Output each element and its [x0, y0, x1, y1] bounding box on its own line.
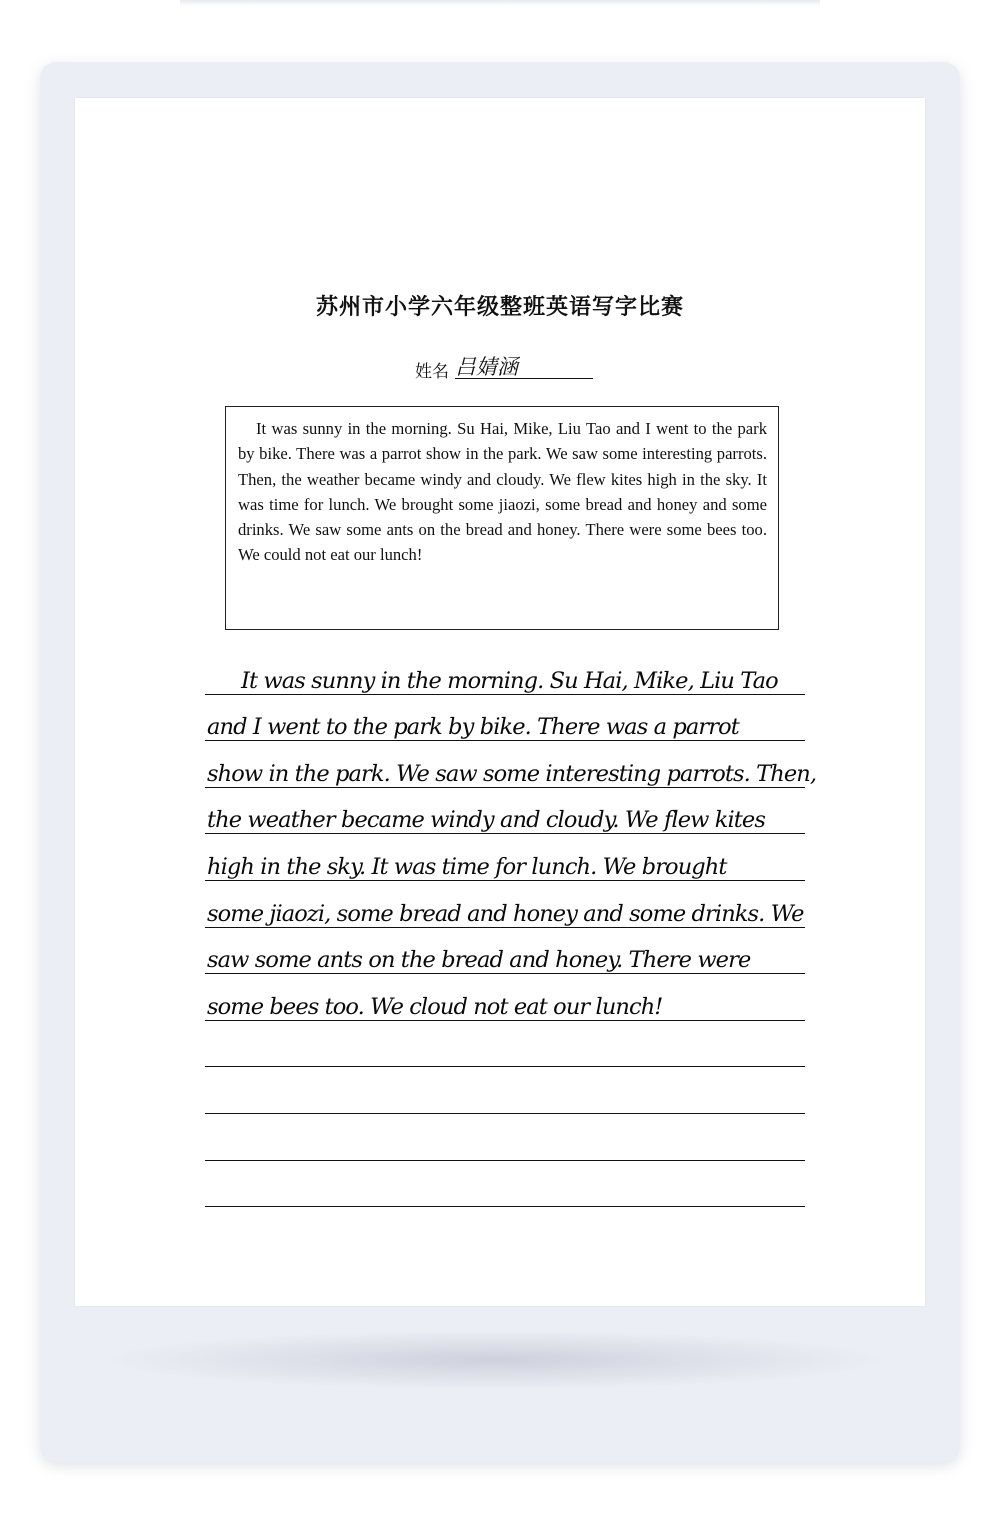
- writing-rule: [205, 1066, 805, 1067]
- frame-shadow: [100, 1330, 890, 1390]
- handwriting-text: and I went to the park by bike. There was a parrot: [207, 714, 739, 741]
- writing-line: [205, 1031, 805, 1078]
- writing-rule: [205, 880, 805, 881]
- writing-line: [205, 1077, 805, 1124]
- writing-rule: [205, 1206, 805, 1207]
- worksheet-page: [75, 98, 925, 1306]
- writing-rule: [205, 927, 805, 928]
- writing-line: [205, 938, 805, 985]
- writing-rule: [205, 694, 805, 695]
- writing-line: [205, 658, 805, 705]
- writing-line: [205, 844, 805, 891]
- handwritten-name: 吕婧涵: [455, 355, 518, 379]
- writing-line: [205, 891, 805, 938]
- handwriting-text: some bees too. We cloud not eat our lunch!: [207, 993, 663, 1020]
- writing-line: [205, 798, 805, 845]
- top-edge-strip: [180, 0, 820, 6]
- writing-rule: [205, 1020, 805, 1021]
- writing-rule: [205, 1160, 805, 1161]
- writing-line: [205, 1171, 805, 1218]
- writing-rule: [205, 1113, 805, 1114]
- writing-line: [205, 751, 817, 798]
- passage-text: It was sunny in the morning. Su Hai, Mike, Liu Tao and I went to the park by bike. There was a parrot show in the park. We saw some interesting parrots. Then, the weather became windy and cloudy. We flew kites high in the sky. It was time for lunch. We brought some jiaozi, some bread and honey and some drinks. We saw some ants on the bread and honey. There were some bees too. We could not eat our lunch!: [238, 419, 767, 565]
- handwriting-text: the weather became windy and cloudy. We flew kites: [207, 807, 765, 834]
- writing-rule: [205, 833, 805, 834]
- handwriting-text: high in the sky. It was time for lunch. We brought: [207, 853, 727, 880]
- passage-box: [225, 406, 779, 630]
- handwriting-area: [205, 658, 817, 1217]
- handwriting-text: show in the park. We saw some interesting parrots. Then,: [207, 760, 817, 787]
- worksheet-title: 苏州市小学六年级整班英语写字比赛: [315, 295, 684, 320]
- writing-rule: [205, 787, 805, 788]
- writing-line: [205, 705, 805, 752]
- name-label: 姓名: [415, 362, 449, 382]
- name-underline: [455, 378, 593, 379]
- name-field: [415, 351, 595, 381]
- writing-line: [205, 984, 805, 1031]
- handwriting-text: saw some ants on the bread and honey. There were: [207, 947, 751, 974]
- writing-rule: [205, 973, 805, 974]
- handwriting-text: It was sunny in the morning. Su Hai, Mike, Liu Tao: [241, 667, 778, 694]
- handwriting-text: some jiaozi, some bread and honey and some drinks. We: [207, 900, 804, 927]
- writing-rule: [205, 740, 805, 741]
- writing-line: [205, 1124, 805, 1171]
